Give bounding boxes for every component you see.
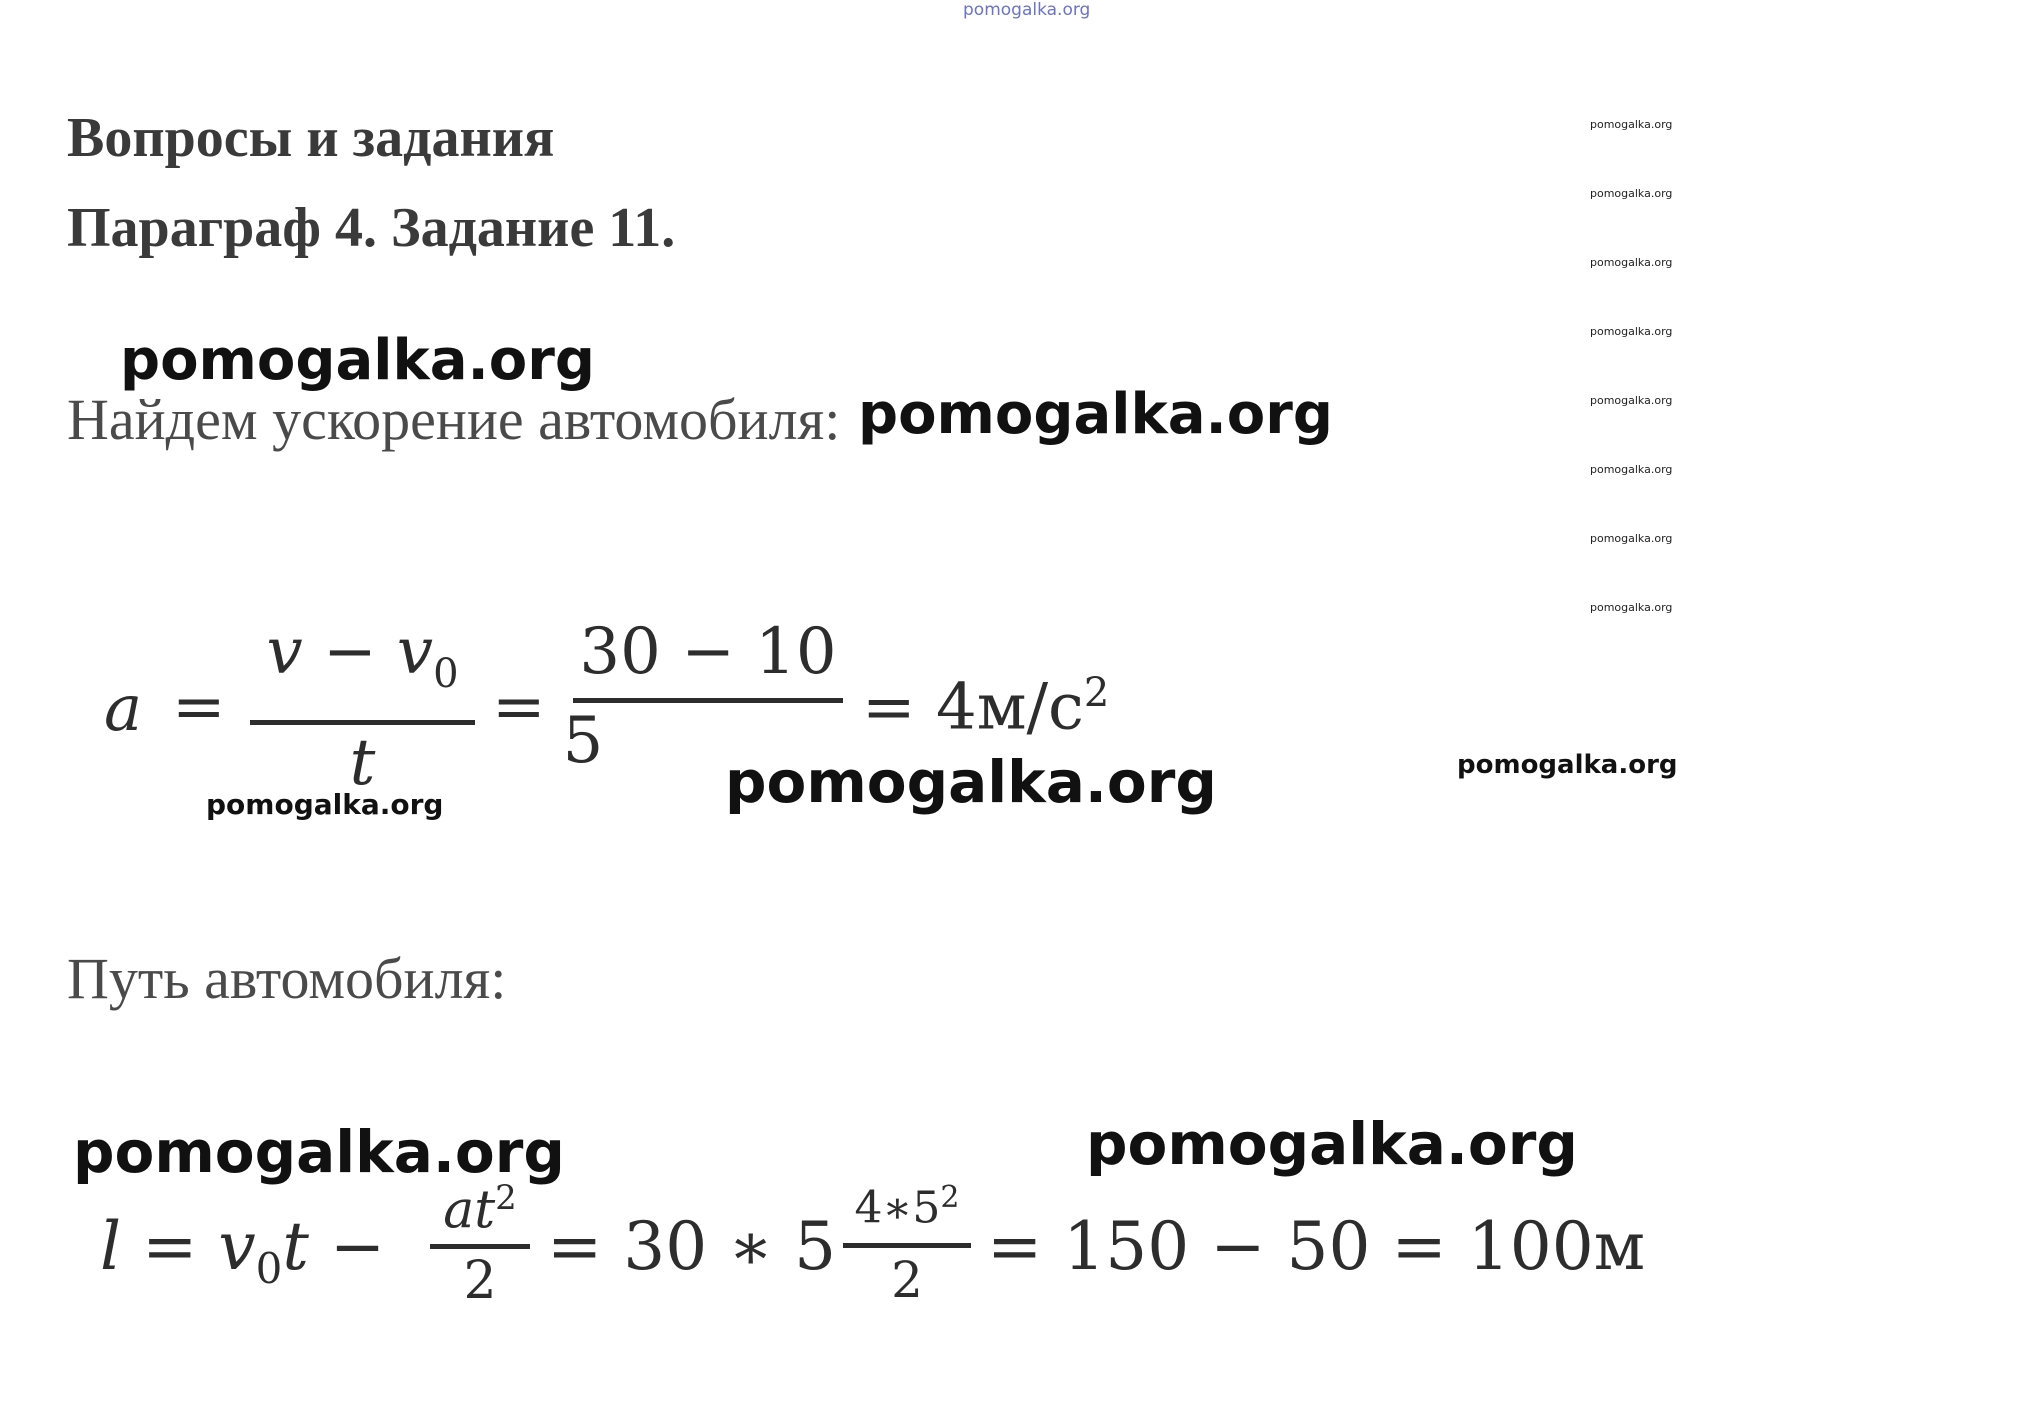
acceleration-text: Найдем ускорение автомобиля: bbox=[67, 387, 841, 452]
side-watermark: pomogalka.org bbox=[1590, 118, 1673, 131]
formula2-frac2-num: 4∗5 bbox=[854, 1182, 941, 1234]
formula1-frac1-den: t bbox=[349, 725, 376, 800]
formula1-eq: = bbox=[172, 670, 226, 744]
formula2-lhs-sub: 0 bbox=[255, 1244, 283, 1294]
formula2-fraction-1 bbox=[430, 1168, 530, 1313]
formula2-frac1-num-sup: 2 bbox=[495, 1178, 517, 1218]
side-watermark: pomogalka.org bbox=[1590, 463, 1673, 476]
formula1-result bbox=[862, 670, 1109, 744]
formula1-result-text: = 4м/с bbox=[862, 670, 1084, 745]
side-watermark: pomogalka.org bbox=[1590, 187, 1673, 200]
watermark-large-2: pomogalka.org bbox=[858, 382, 1333, 447]
formula1-lhs: a bbox=[104, 672, 143, 746]
formula1-frac1-num-sub: 0 bbox=[433, 650, 459, 697]
formula1-frac2-num: 30 − 10 bbox=[579, 615, 837, 689]
side-watermark: pomogalka.org bbox=[1590, 532, 1673, 545]
formula2-lhs bbox=[100, 1208, 385, 1293]
top-watermark: pomogalka.org bbox=[963, 0, 1091, 20]
formula1-result-sup: 2 bbox=[1083, 670, 1110, 716]
formula2-mid: = 30 ∗ 5 bbox=[547, 1208, 837, 1285]
watermark-large-1: pomogalka.org bbox=[120, 328, 595, 393]
watermark-large-4: pomogalka.org bbox=[73, 1118, 565, 1186]
formula2-frac1-num: at bbox=[443, 1180, 496, 1241]
formula1-fraction-1 bbox=[250, 612, 475, 801]
watermark-small-1: pomogalka.org bbox=[206, 788, 444, 821]
side-watermark: pomogalka.org bbox=[1590, 601, 1673, 614]
fraction-bar bbox=[573, 698, 843, 703]
side-watermark: pomogalka.org bbox=[1590, 256, 1673, 269]
watermark-small-2: pomogalka.org bbox=[1457, 750, 1678, 780]
side-watermark: pomogalka.org bbox=[1590, 325, 1673, 338]
formula2-frac2-den: 2 bbox=[891, 1250, 923, 1309]
formula2-lhs-text: l = v bbox=[100, 1208, 256, 1285]
section-heading: Вопросы и задания bbox=[67, 107, 555, 169]
formula2-result: = 150 − 50 = 100м bbox=[987, 1208, 1646, 1285]
formula2-frac2-num-sup: 2 bbox=[940, 1180, 960, 1215]
formula1-frac1-num: v − v bbox=[266, 615, 434, 689]
task-heading: Параграф 4. Задание 11. bbox=[67, 197, 676, 259]
watermark-large-3: pomogalka.org bbox=[725, 748, 1217, 816]
formula1-frac2-den: 5 bbox=[562, 704, 604, 778]
formula1-eq-2: = bbox=[492, 670, 546, 744]
watermark-large-5: pomogalka.org bbox=[1086, 1110, 1578, 1178]
formula2-frac1-den: 2 bbox=[463, 1251, 497, 1312]
distance-text: Путь автомобиля: bbox=[67, 946, 507, 1011]
formula2-t-minus: t − bbox=[282, 1208, 386, 1285]
side-watermark: pomogalka.org bbox=[1590, 394, 1673, 407]
formula2-fraction-2 bbox=[843, 1172, 971, 1312]
